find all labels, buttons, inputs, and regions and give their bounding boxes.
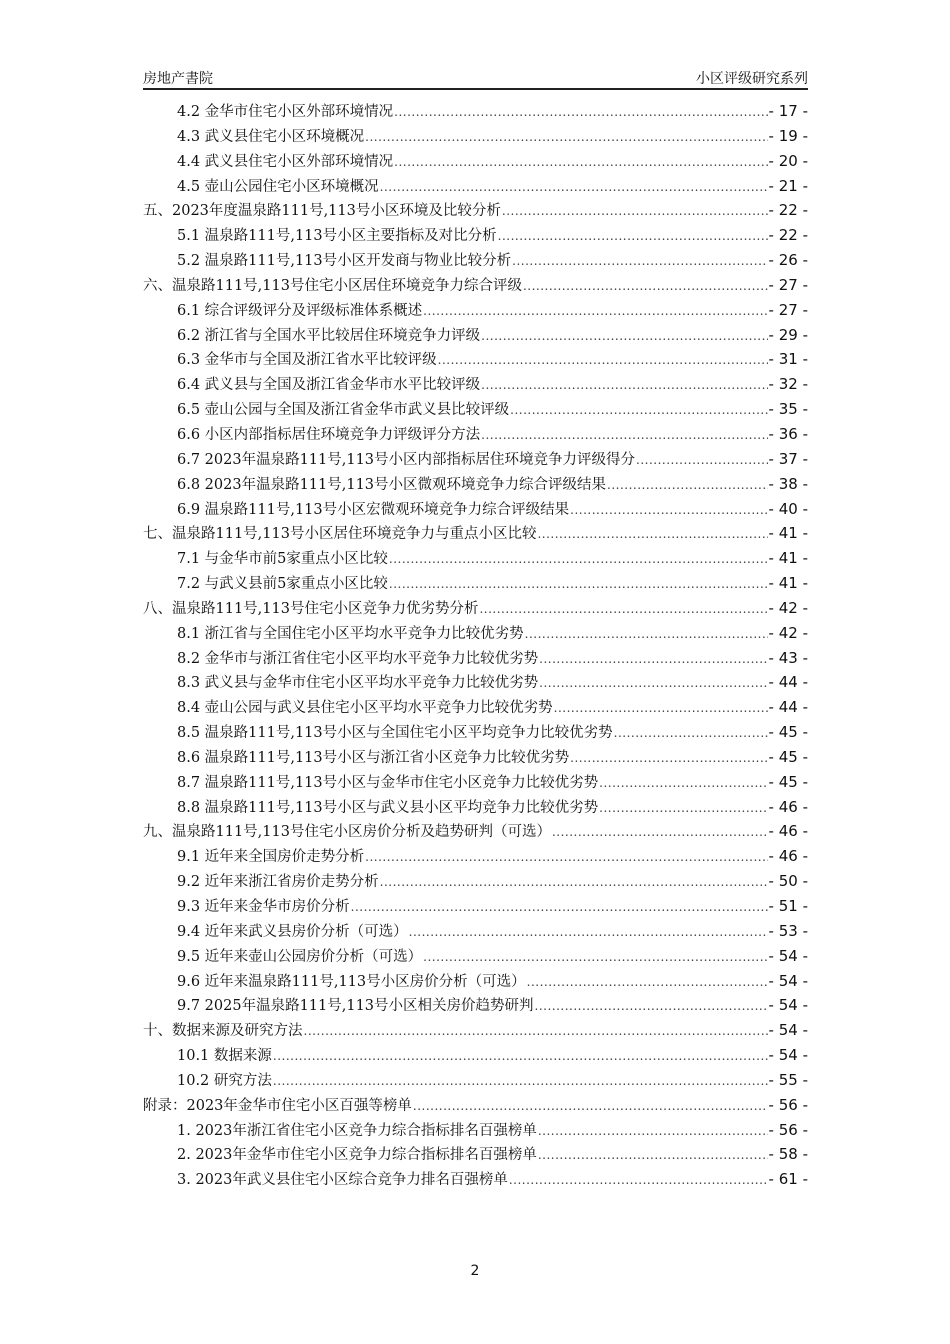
toc-entry-page[interactable]: - 51 -	[768, 897, 808, 915]
toc-entry-title[interactable]: 8.6 温泉路111号,113号小区与浙江省小区竞争力比较优劣势	[177, 749, 570, 766]
toc-section-entry[interactable]	[143, 572, 808, 597]
toc-dot-leader	[423, 303, 767, 319]
toc-entry-page[interactable]: - 27 -	[768, 275, 808, 294]
toc-entry-page[interactable]: - 43 -	[768, 648, 808, 667]
toc-entry-title[interactable]: 1. 2023年浙江省住宅小区竞争力综合指标排名百强榜单	[177, 1122, 537, 1139]
toc-section-entry[interactable]	[143, 945, 808, 970]
toc-section-entry[interactable]	[143, 249, 808, 274]
toc-entry-page[interactable]: - 45 -	[768, 747, 808, 766]
toc-dot-leader	[481, 427, 767, 443]
toc-dot-leader	[599, 775, 767, 791]
toc-entry-title[interactable]: 10.2 研究方法	[177, 1072, 272, 1089]
toc-dot-leader	[409, 924, 768, 940]
toc-section-entry[interactable]	[143, 299, 808, 324]
toc-entry-title[interactable]: 7.2 与武义县前5家重点小区比较	[177, 576, 388, 593]
toc-entry-page[interactable]: - 46 -	[768, 822, 808, 841]
toc-section-entry[interactable]	[143, 1119, 808, 1144]
page-number: 2	[470, 1263, 480, 1279]
toc-dot-leader	[525, 626, 768, 642]
toc-entry-page[interactable]: - 54 -	[768, 996, 808, 1015]
toc-dot-leader	[273, 1073, 768, 1089]
toc-entry-page[interactable]: - 56 -	[768, 1095, 808, 1114]
toc-entry-page[interactable]: - 45 -	[768, 772, 808, 791]
toc-dot-leader	[614, 725, 768, 741]
toc-dot-leader	[538, 1123, 768, 1139]
toc-entry-title[interactable]: 5.2 温泉路111号,113号小区开发商与物业比较分析	[177, 253, 512, 270]
toc-dot-leader	[394, 104, 767, 120]
toc-section-entry[interactable]	[143, 696, 808, 721]
toc-entry-title[interactable]: 6.2 浙江省与全国水平比较居住环境竞争力评级	[177, 327, 481, 344]
toc-dot-leader	[273, 1048, 768, 1064]
toc-dot-leader	[570, 750, 767, 766]
toc-entry-page[interactable]: - 21 -	[768, 176, 808, 195]
toc-entry-title[interactable]: 五、2023年度温泉路111号,113号小区环境及比较分析	[143, 203, 501, 220]
toc-dot-leader	[523, 278, 768, 294]
toc-section-entry[interactable]	[143, 1069, 808, 1094]
toc-section-entry[interactable]	[143, 398, 808, 423]
toc-entry-title[interactable]: 七、温泉路111号,113号小区居住环境竞争力与重点小区比较	[143, 526, 537, 543]
toc-section-entry[interactable]	[143, 125, 808, 150]
toc-entry-page[interactable]: - 40 -	[768, 499, 808, 518]
toc-entry-title[interactable]: 8.2 金华市与浙江省住宅小区平均水平竞争力比较优劣势	[177, 650, 539, 667]
toc-dot-leader	[539, 675, 767, 691]
toc-entry-title[interactable]: 9.1 近年来全国房价走势分析	[177, 849, 365, 866]
toc-entry-title[interactable]: 6.4 武义县与全国及浙江省金华市水平比较评级	[177, 377, 481, 394]
toc-entry-page[interactable]: - 41 -	[768, 574, 808, 593]
toc-section-entry[interactable]	[143, 224, 808, 249]
series-name: 小区评级研究系列	[696, 71, 808, 87]
toc-entry-page[interactable]: - 56 -	[768, 1120, 808, 1139]
toc-entry-page[interactable]: - 17 -	[768, 102, 808, 120]
toc-entry-page[interactable]: - 44 -	[768, 673, 808, 692]
toc-dot-leader	[380, 874, 768, 890]
toc-entry-title[interactable]: 4.2 金华市住宅小区外部环境情况	[177, 104, 394, 120]
toc-entry-page[interactable]: - 46 -	[768, 847, 808, 866]
toc-dot-leader	[365, 849, 767, 865]
toc-entry-page[interactable]: - 50 -	[768, 872, 808, 891]
toc-dot-leader	[380, 179, 768, 195]
toc-entry-page[interactable]: - 32 -	[768, 375, 808, 394]
table-of-contents	[143, 100, 808, 1193]
toc-section-entry[interactable]	[143, 870, 808, 895]
toc-section-entry[interactable]	[143, 771, 808, 796]
toc-entry-title[interactable]: 10.1 数据来源	[177, 1048, 272, 1065]
toc-entry-page[interactable]: - 41 -	[768, 549, 808, 568]
toc-dot-leader	[413, 1098, 768, 1114]
toc-dot-leader	[510, 402, 767, 418]
toc-dot-leader	[538, 1147, 768, 1163]
toc-chapter-entry[interactable]	[143, 199, 808, 224]
toc-section-entry[interactable]	[143, 970, 808, 995]
toc-section-entry[interactable]	[143, 100, 808, 125]
toc-entry-page[interactable]: - 26 -	[768, 251, 808, 270]
toc-entry-page[interactable]: - 54 -	[768, 971, 808, 990]
toc-dot-leader	[438, 352, 768, 368]
toc-entry-page[interactable]: - 29 -	[768, 325, 808, 344]
toc-dot-leader	[537, 526, 767, 542]
toc-entry-page[interactable]: - 55 -	[768, 1070, 808, 1089]
toc-section-entry[interactable]	[143, 796, 808, 821]
toc-entry-title[interactable]: 8.4 壶山公园与武义县住宅小区平均水平竞争力比较优劣势	[177, 700, 553, 717]
page-header	[143, 66, 808, 90]
toc-section-entry[interactable]	[143, 324, 808, 349]
toc-dot-leader	[509, 1172, 768, 1188]
toc-entry-page[interactable]: - 54 -	[768, 946, 808, 965]
toc-dot-leader	[552, 824, 768, 840]
toc-entry-title[interactable]: 9.7 2025年温泉路111号,113号小区相关房价趋势研判	[177, 998, 534, 1015]
toc-entry-page[interactable]: - 45 -	[768, 723, 808, 742]
toc-entry-page[interactable]: - 41 -	[768, 524, 808, 543]
toc-entry-page[interactable]: - 44 -	[768, 698, 808, 717]
toc-entry-title[interactable]: 6.9 温泉路111号,113号小区宏微观环境竞争力综合评级结果	[177, 501, 570, 518]
toc-entry-title[interactable]: 9.3 近年来金华市房价分析	[177, 899, 350, 915]
toc-section-entry[interactable]	[143, 994, 808, 1019]
toc-dot-leader	[479, 601, 767, 617]
toc-entry-page[interactable]: - 58 -	[768, 1145, 808, 1164]
toc-chapter-entry[interactable]	[143, 597, 808, 622]
toc-entry-page[interactable]: - 20 -	[768, 151, 808, 170]
toc-entry-page[interactable]: - 46 -	[768, 797, 808, 816]
toc-entry-page[interactable]: - 19 -	[768, 126, 808, 145]
toc-entry-page[interactable]: - 27 -	[768, 300, 808, 319]
toc-section-entry[interactable]	[143, 920, 808, 945]
toc-dot-leader	[554, 700, 768, 716]
toc-chapter-entry[interactable]	[143, 1019, 808, 1044]
toc-chapter-entry[interactable]	[143, 522, 808, 547]
toc-entry-page[interactable]: - 54 -	[768, 1021, 808, 1040]
toc-dot-leader	[423, 949, 767, 965]
toc-entry-title[interactable]: 8.1 浙江省与全国住宅小区平均水平竞争力比较优劣势	[177, 625, 524, 642]
toc-entry-page[interactable]: - 22 -	[768, 226, 808, 245]
toc-entry-page[interactable]: - 37 -	[768, 449, 808, 468]
toc-section-entry[interactable]	[143, 622, 808, 647]
toc-entry-page[interactable]: - 42 -	[768, 623, 808, 642]
toc-section-entry[interactable]	[143, 895, 808, 920]
toc-section-entry[interactable]	[143, 150, 808, 175]
toc-section-entry[interactable]	[143, 448, 808, 473]
toc-entry-title[interactable]: 8.8 温泉路111号,113号小区与武义县小区平均竞争力比较优劣势	[177, 799, 599, 816]
toc-entry-title[interactable]: 9.2 近年来浙江省房价走势分析	[177, 874, 379, 891]
toc-section-entry[interactable]	[143, 845, 808, 870]
toc-entry-title[interactable]: 5.1 温泉路111号,113号小区主要指标及对比分析	[177, 228, 497, 245]
toc-section-entry[interactable]	[143, 547, 808, 572]
toc-entry-title[interactable]: 9.6 近年来温泉路111号,113号小区房价分析（可选）	[177, 973, 526, 990]
toc-entry-title[interactable]: 八、温泉路111号,113号住宅小区竞争力优劣势分析	[143, 600, 479, 617]
toc-entry-page[interactable]: - 38 -	[768, 474, 808, 493]
toc-entry-title[interactable]: 十、数据来源及研究方法	[143, 1023, 303, 1040]
toc-entry-title[interactable]: 8.5 温泉路111号,113号小区与全国住宅小区平均竞争力比较优劣势	[177, 725, 613, 742]
toc-entry-page[interactable]: - 31 -	[768, 350, 808, 369]
toc-entry-page[interactable]: - 36 -	[768, 424, 808, 443]
toc-section-entry[interactable]	[143, 671, 808, 696]
toc-entry-page[interactable]: - 54 -	[768, 1046, 808, 1065]
toc-entry-page[interactable]: - 35 -	[768, 400, 808, 419]
toc-entry-title[interactable]: 6.8 2023年温泉路111号,113号小区微观环境竞争力综合评级结果	[177, 476, 607, 493]
toc-entry-page[interactable]: - 61 -	[768, 1170, 808, 1189]
toc-entry-title[interactable]: 9.5 近年来壶山公园房价分析（可选）	[177, 948, 423, 965]
toc-entry-title[interactable]: 3. 2023年武义县住宅小区综合竞争力排名百强榜单	[177, 1172, 508, 1189]
toc-entry-page[interactable]: - 42 -	[768, 598, 808, 617]
toc-section-entry[interactable]	[143, 1168, 808, 1193]
toc-entry-title[interactable]: 附录：2023年金华市住宅小区百强等榜单	[143, 1097, 412, 1114]
toc-dot-leader	[394, 154, 767, 170]
toc-entry-title[interactable]: 6.6 小区内部指标居住环境竞争力评级评分方法	[177, 426, 481, 443]
toc-entry-title[interactable]: 6.3 金华市与全国及浙江省水平比较评级	[177, 352, 437, 369]
toc-entry-title[interactable]: 7.1 与金华市前5家重点小区比较	[177, 551, 388, 568]
toc-entry-title[interactable]: 6.1 综合评级评分及评级标准体系概述	[177, 302, 423, 319]
toc-dot-leader	[570, 502, 767, 518]
toc-entry-title[interactable]: 4.5 壶山公园住宅小区环境概况	[177, 178, 379, 195]
toc-dot-leader	[599, 800, 767, 816]
toc-dot-leader	[527, 974, 768, 990]
toc-dot-leader	[481, 328, 767, 344]
toc-entry-title[interactable]: 2. 2023年金华市住宅小区竞争力综合指标排名百强榜单	[177, 1147, 537, 1164]
toc-dot-leader	[535, 998, 768, 1014]
toc-entry-title[interactable]: 8.7 温泉路111号,113号小区与金华市住宅小区竞争力比较优劣势	[177, 774, 599, 791]
toc-dot-leader	[481, 377, 767, 393]
publisher-name: 房地产書院	[143, 71, 213, 87]
toc-dot-leader	[636, 452, 768, 468]
toc-section-entry[interactable]	[143, 746, 808, 771]
toc-section-entry[interactable]	[143, 1143, 808, 1168]
toc-entry-title[interactable]: 6.5 壶山公园与全国及浙江省金华市武义县比较评级	[177, 402, 510, 419]
toc-chapter-entry[interactable]	[143, 274, 808, 299]
toc-dot-leader	[502, 203, 768, 219]
toc-dot-leader	[389, 551, 768, 567]
toc-dot-leader	[512, 253, 767, 269]
toc-entry-page[interactable]: - 22 -	[768, 201, 808, 220]
toc-entry-title[interactable]: 4.3 武义县住宅小区环境概况	[177, 128, 365, 145]
toc-dot-leader	[389, 576, 768, 592]
toc-chapter-entry[interactable]	[143, 1094, 808, 1119]
toc-entry-title[interactable]: 九、温泉路111号,113号住宅小区房价分析及趋势研判（可选）	[143, 824, 551, 841]
toc-section-entry[interactable]	[143, 721, 808, 746]
toc-dot-leader	[539, 651, 767, 667]
toc-section-entry[interactable]	[143, 348, 808, 373]
toc-entry-title[interactable]: 6.7 2023年温泉路111号,113号小区内部指标居住环境竞争力评级得分	[177, 451, 636, 468]
toc-section-entry[interactable]	[143, 498, 808, 523]
toc-dot-leader	[498, 228, 768, 244]
toc-section-entry[interactable]	[143, 647, 808, 672]
toc-entry-title[interactable]: 9.4 近年来武义县房价分析（可选）	[177, 923, 408, 940]
toc-chapter-entry[interactable]	[143, 820, 808, 845]
toc-section-entry[interactable]	[143, 1044, 808, 1069]
toc-dot-leader	[351, 899, 768, 915]
toc-section-entry[interactable]	[143, 175, 808, 200]
toc-entry-title[interactable]: 4.4 武义县住宅小区外部环境情况	[177, 153, 394, 170]
toc-dot-leader	[304, 1023, 768, 1039]
toc-section-entry[interactable]	[143, 423, 808, 448]
toc-section-entry[interactable]	[143, 473, 808, 498]
toc-dot-leader	[607, 477, 768, 493]
toc-entry-title[interactable]: 8.3 武义县与金华市住宅小区平均水平竞争力比较优劣势	[177, 675, 539, 692]
toc-section-entry[interactable]	[143, 373, 808, 398]
toc-dot-leader	[365, 129, 767, 145]
toc-entry-title[interactable]: 六、温泉路111号,113号住宅小区居住环境竞争力综合评级	[143, 277, 522, 294]
toc-entry-page[interactable]: - 53 -	[768, 921, 808, 940]
